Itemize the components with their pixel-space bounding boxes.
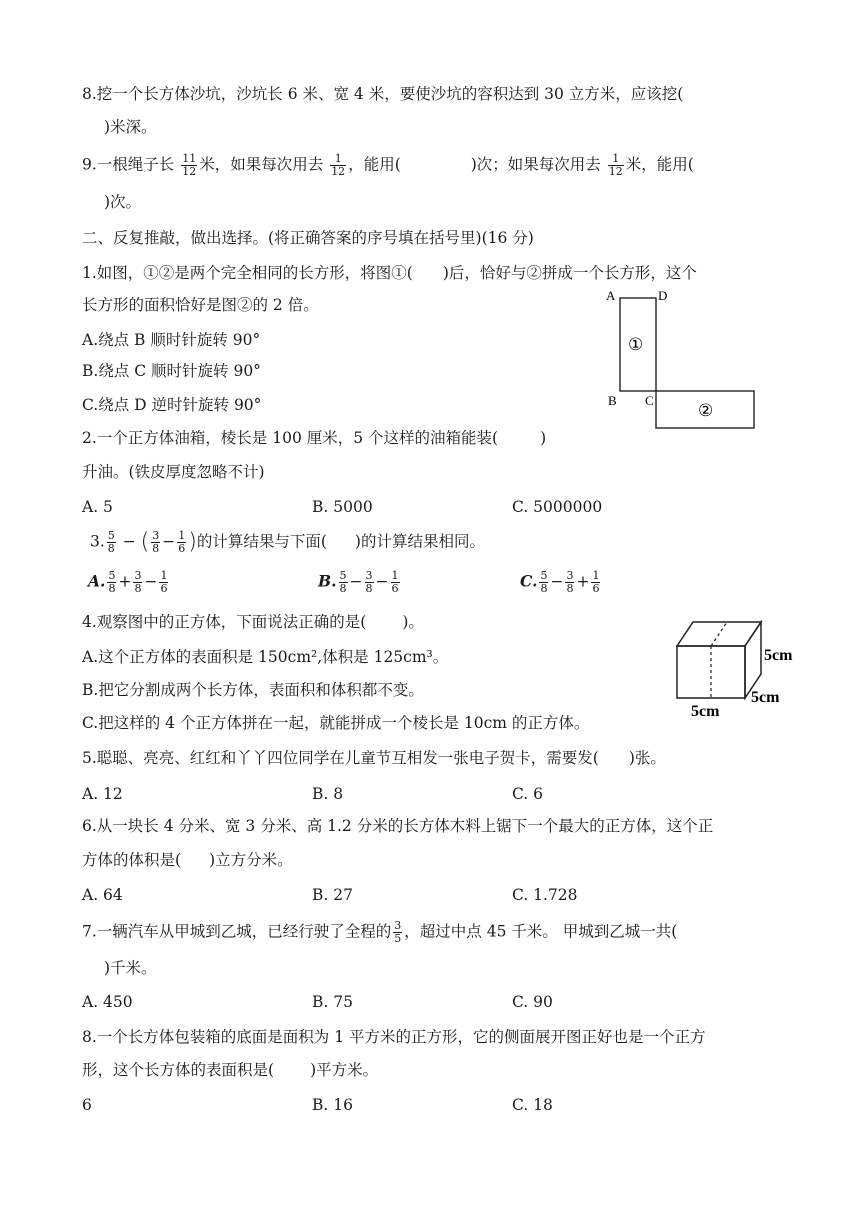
q2-option-c: C. 5000000 <box>512 498 603 516</box>
q2-option-a: A. 5 <box>82 498 113 516</box>
cube-width-label: 5cm <box>691 703 720 720</box>
q8b-line2: 形，这个长方体的表面积是( )平方米。 <box>82 1061 379 1079</box>
q6-line2: 方体的体积是( )立方分米。 <box>82 851 293 869</box>
q4-line1: 4.观察图中的正方体，下面说法正确的是( )。 <box>82 613 424 631</box>
q8b-option-b: B. 16 <box>312 1096 353 1114</box>
q5-option-c: C. 6 <box>512 785 544 803</box>
fraction: $\frac{3}{5}$ <box>394 919 402 945</box>
q6-option-c: C. 1.728 <box>512 886 578 904</box>
q4-option-b: B.把它分割成两个长方体，表面积和体积都不变。 <box>82 681 424 699</box>
rect2-label: ② <box>698 401 714 420</box>
q5-option-a: A. 12 <box>82 785 123 803</box>
q7-line1: 7.一辆汽车从甲城到乙城，已经行驶了全程的 $\frac{3}{5}$ ，超过中点 45 千米。 甲城到乙城一共( <box>82 919 678 945</box>
fraction: $\frac{1}{12}$ <box>331 152 346 178</box>
q8b-option-c: C. 18 <box>512 1096 553 1114</box>
q9-line1: 9.一根绳子长 $\frac{11}{12}$ 米，如果每次用去 $\frac{1}{12}$ ，能用( )次；如果每次用去 $\frac{1}{12}$ 米，能用( <box>82 152 694 178</box>
q7-option-c: C. 90 <box>512 993 553 1011</box>
fraction: $\frac{5}{8}$ <box>107 529 115 555</box>
rect1-label: ① <box>628 335 644 354</box>
fraction: $\frac{1}{6}$ <box>178 529 186 555</box>
q2-line2: 升油。(铁皮厚度忽略不计) <box>82 463 265 481</box>
q7-line2: )千米。 <box>104 959 157 977</box>
fraction: $\frac{3}{8}$ <box>152 529 160 555</box>
q1-line2: 长方形的面积恰好是图②的 2 倍。 <box>82 296 319 314</box>
q5-line1: 5.聪聪、亮亮、红红和丫丫四位同学在儿童节互相发一张电子贺卡，需要发( )张。 <box>82 749 666 767</box>
q1-line1: 1.如图，①②是两个完全相同的长方形，将图①( )后，恰好与②拼成一个长方形，这个 <box>82 264 697 282</box>
section2-heading: 二、反复推敲，做出选择。(将正确答案的序号填在括号里)(16 分) <box>82 229 534 247</box>
q8-line2: )米深。 <box>104 118 157 136</box>
q6-line1: 6.从一块长 4 分米、宽 3 分米、高 1.2 分米的长方体木料上锯下一个最大的正方体，这个正 <box>82 817 714 835</box>
q1-option-c: C.绕点 D 逆时针旋转 90° <box>82 396 262 414</box>
q6-option-b: B. 27 <box>312 886 353 904</box>
q2-line1: 2.一个正方体油箱，棱长是 100 厘米，5 个这样的油箱能装( ) <box>82 429 547 447</box>
q9-line2: )次。 <box>104 193 142 211</box>
q4-option-a: A.这个正方体的表面积是 150cm²,体积是 125cm³。 <box>82 648 449 666</box>
fraction: $\frac{1}{12}$ <box>608 152 623 178</box>
q8b-option-a: 6 <box>82 1096 92 1114</box>
q7-option-b: B. 75 <box>312 993 353 1011</box>
q5-option-b: B. 8 <box>312 785 344 803</box>
q1-option-a: A.绕点 B 顺时针旋转 90° <box>82 331 261 349</box>
q3-option-b: B. $\frac{5}{8}$ − $\frac{3}{8}$ − $\frac{1}{6}$ <box>318 569 399 595</box>
cube-figure <box>665 612 805 722</box>
q3-option-c: C. $\frac{5}{8}$ − $\frac{3}{8}$ + $\frac{1}{6}$ <box>520 569 600 595</box>
point-a-label: A <box>606 288 616 303</box>
rectangles-figure <box>600 284 765 434</box>
q8-line1: 8.挖一个长方体沙坑，沙坑长 6 米、宽 4 米，要使沙坑的容积达到 30 立方米，应该挖( <box>82 85 684 103</box>
q3-stem: 3. $\frac{5}{8}$ − ( $\frac{3}{8}$ − $\frac{1}{6}$ )的计算结果与下面( )的计算结果相同。 <box>90 529 485 555</box>
q3-option-a: A. $\frac{5}{8}$ + $\frac{3}{8}$ − $\frac{1}{6}$ <box>88 569 168 595</box>
point-c-label: C <box>645 393 654 408</box>
point-b-label: B <box>608 393 617 408</box>
q6-option-a: A. 64 <box>82 886 123 904</box>
cube-height-label: 5cm <box>764 647 793 664</box>
cube-depth-label: 5cm <box>751 689 780 706</box>
point-d-label: D <box>658 288 668 303</box>
fraction: $\frac{11}{12}$ <box>182 152 197 178</box>
q8b-line1: 8.一个长方体包装箱的底面是面积为 1 平方米的正方形，它的侧面展开图正好也是一个正方 <box>82 1028 706 1046</box>
q1-option-b: B.绕点 C 顺时针旋转 90° <box>82 362 261 380</box>
q2-option-b: B. 5000 <box>312 498 373 516</box>
q7-option-a: A. 450 <box>82 993 133 1011</box>
q4-option-c: C.把这样的 4 个正方体拼在一起，就能拼成一个棱长是 10cm 的正方体。 <box>82 714 590 732</box>
